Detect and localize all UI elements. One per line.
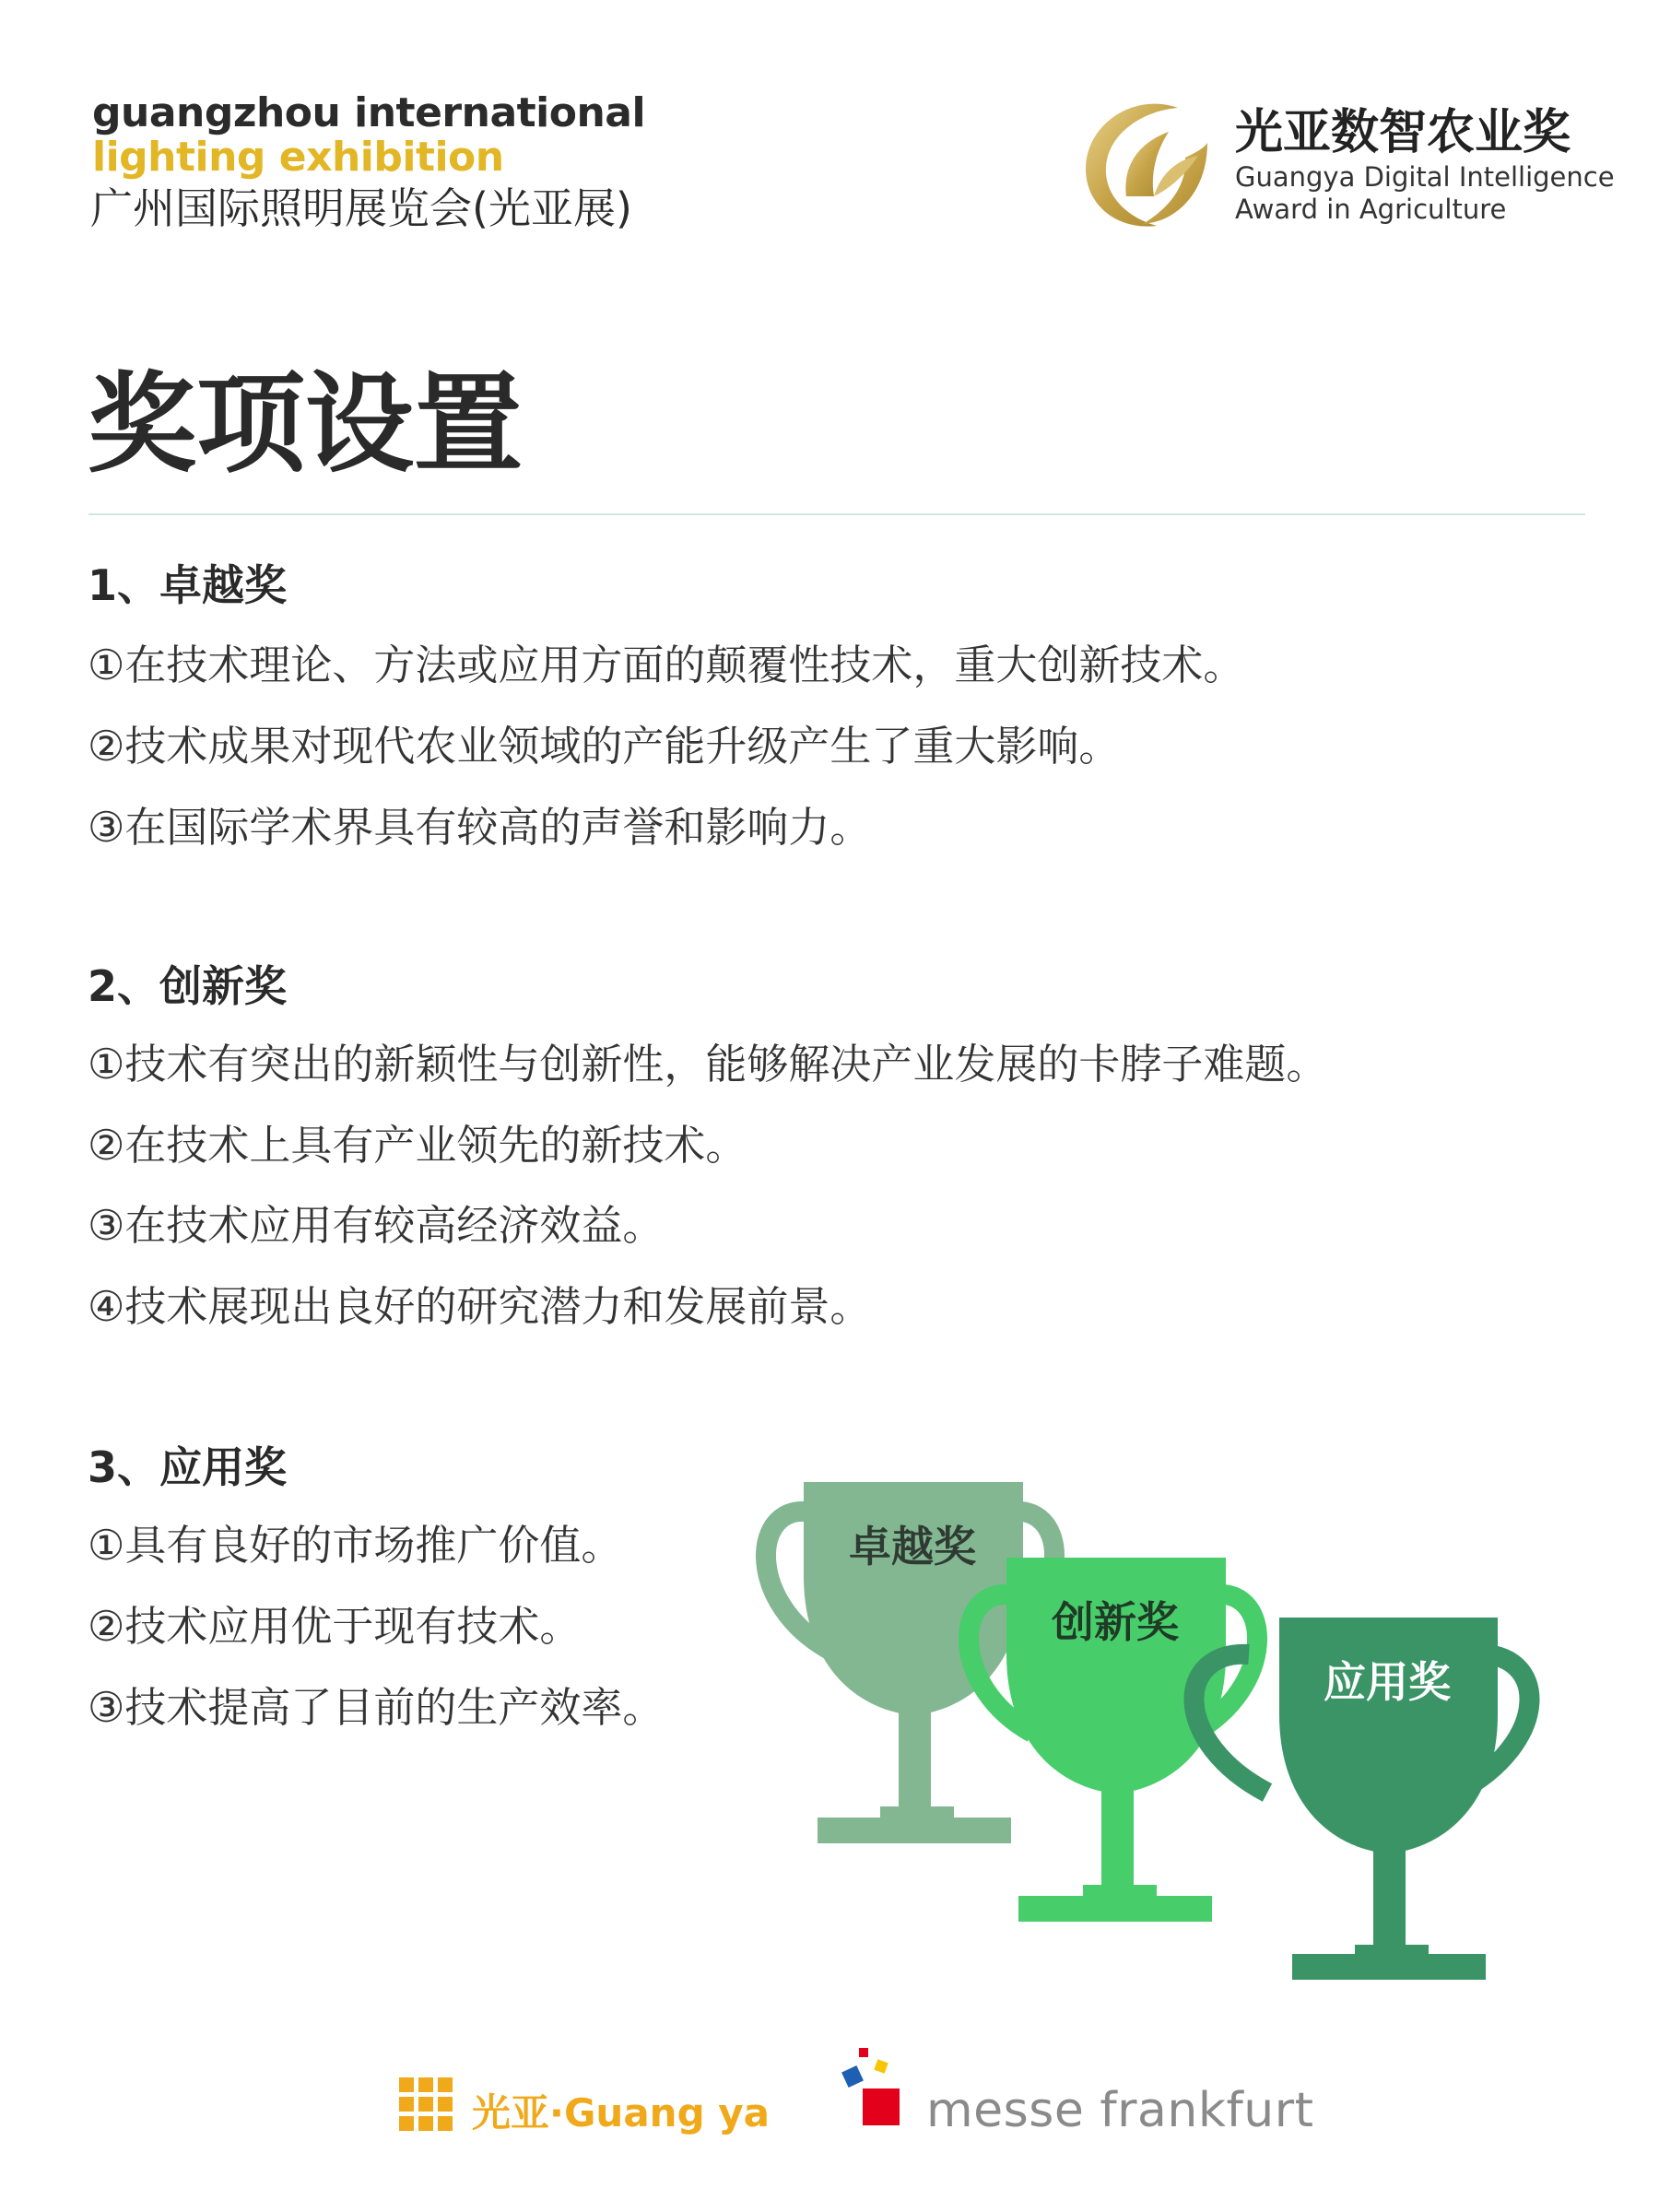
guangya-logo-icon bbox=[399, 2077, 454, 2133]
award-logo-icon bbox=[1069, 88, 1226, 235]
section-item: ③技术提高了目前的生产效率。 bbox=[88, 1683, 665, 1732]
section-item: ③在国际学术界具有较高的声誉和影响力。 bbox=[88, 803, 872, 852]
section-heading-innovation: 2、创新奖 bbox=[88, 961, 288, 1011]
award-name-en-line1: Guangya Digital Intelligence bbox=[1235, 161, 1615, 193]
section-item: ③在技术应用有较高经济效益。 bbox=[88, 1201, 665, 1250]
award-name-en-line2: Award in Agriculture bbox=[1235, 194, 1507, 225]
section-item: ①技术有突出的新颖性与创新性，能够解决产业发展的卡脖子难题。 bbox=[88, 1040, 1328, 1088]
section-item: ①具有良好的市场推广价值。 bbox=[88, 1521, 623, 1570]
award-name-zh: 光亚数智农业奖 bbox=[1235, 105, 1571, 160]
guangya-brand-text: 光亚·Guang ya bbox=[472, 2090, 770, 2136]
exhibition-name-en-line2: lighting exhibition bbox=[92, 134, 504, 181]
exhibition-name-en-line1: guangzhou international bbox=[92, 89, 646, 136]
page-title: 奖项设置 bbox=[88, 359, 524, 488]
exhibition-name-zh: 广州国际照明展览会(光亚展) bbox=[90, 183, 632, 233]
section-item: ②在技术上具有产业领先的新技术。 bbox=[88, 1121, 747, 1170]
section-item: ④技术展现出良好的研究潜力和发展前景。 bbox=[88, 1282, 872, 1331]
section-item: ②技术成果对现代农业领域的产能升级产生了重大影响。 bbox=[88, 722, 1121, 771]
title-divider bbox=[88, 513, 1585, 515]
section-item: ②技术应用优于现有技术。 bbox=[88, 1602, 582, 1651]
section-heading-excellence: 1、卓越奖 bbox=[88, 560, 288, 610]
section-item: ①在技术理论、方法或应用方面的颠覆性技术，重大创新技术。 bbox=[88, 641, 1245, 689]
messe-frankfurt-logo-icon bbox=[839, 2048, 903, 2131]
trophy-label-application: 应用奖 bbox=[1324, 1657, 1451, 1707]
trophy-label-excellence: 卓越奖 bbox=[849, 1522, 976, 1571]
trophy-label-innovation: 创新奖 bbox=[1052, 1597, 1179, 1647]
messe-frankfurt-brand-text: messe frankfurt bbox=[926, 2083, 1314, 2138]
section-heading-application: 3、应用奖 bbox=[88, 1442, 288, 1492]
